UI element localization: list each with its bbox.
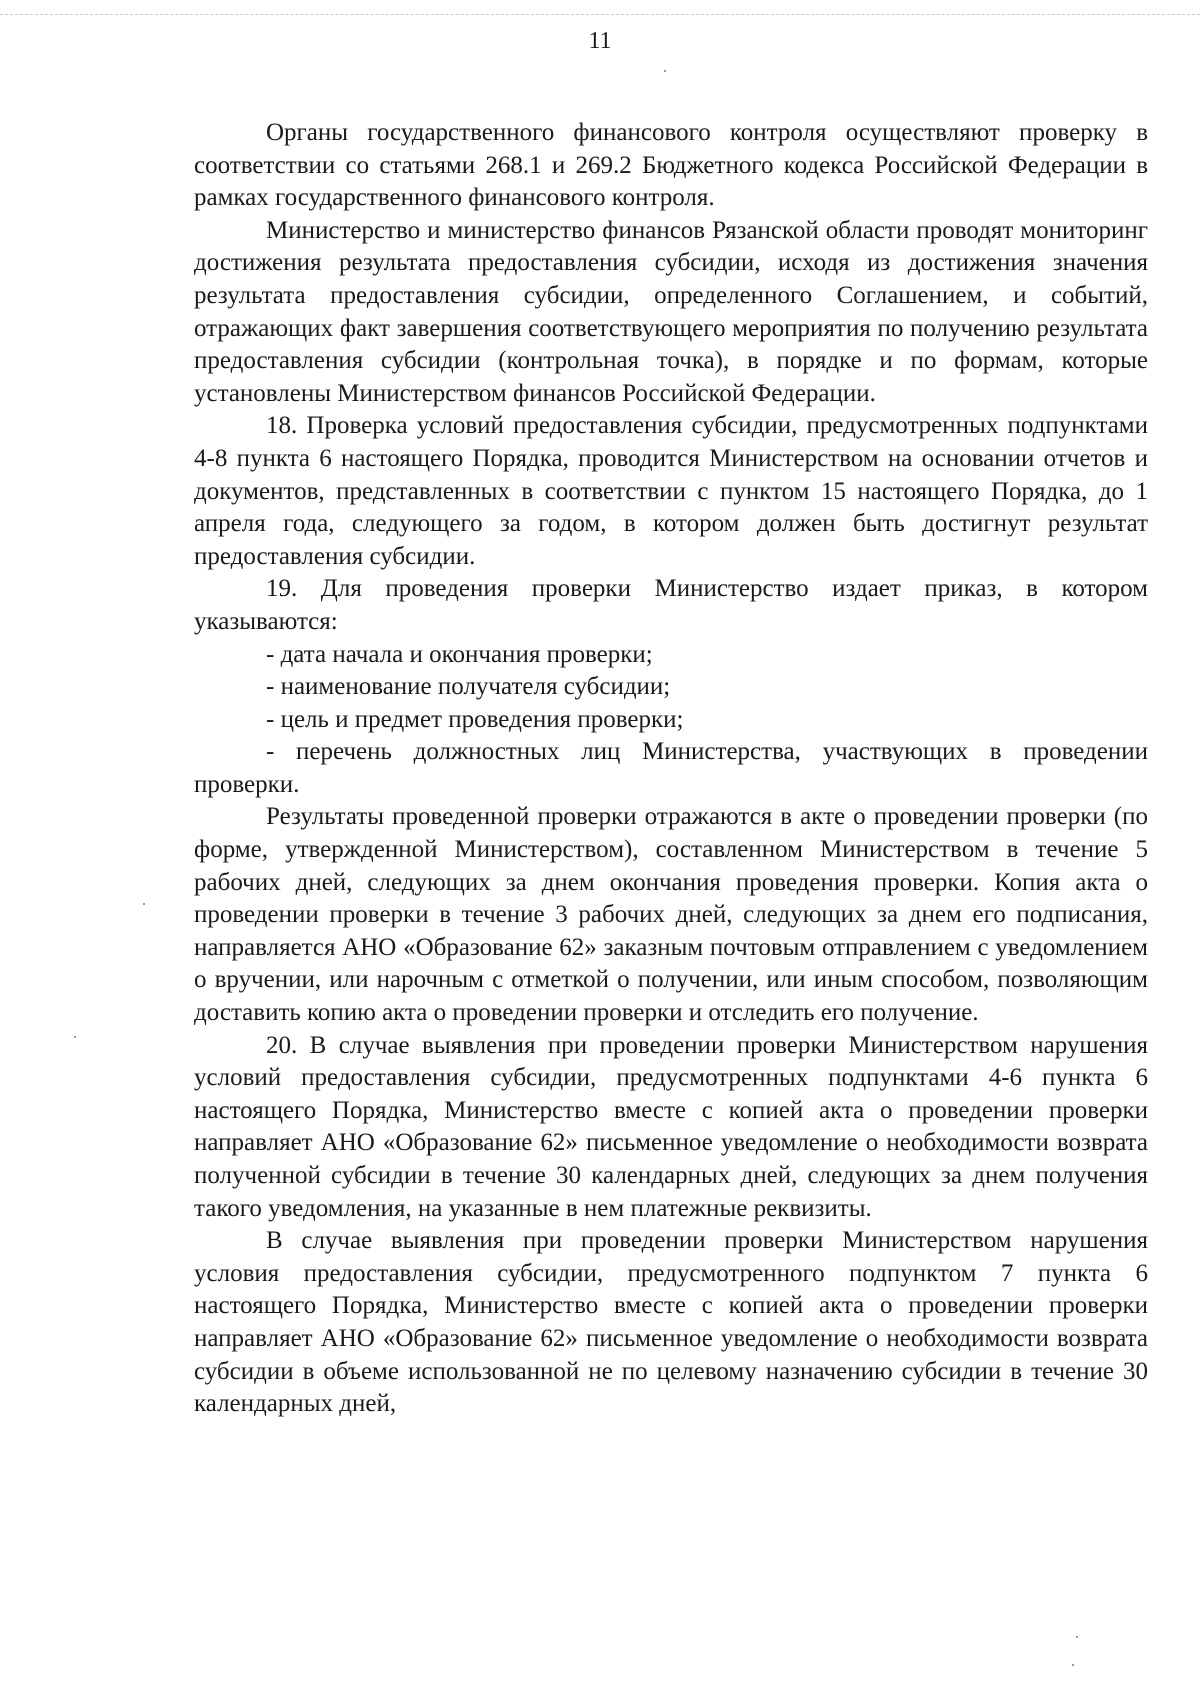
scan-edge-line <box>0 14 1200 15</box>
page-number: 11 <box>588 28 612 54</box>
document-body <box>194 117 1148 1421</box>
paragraph-financial-control: Органы государственного финансового контроля осуществляют проверку в соответствии со статьями 268.1 и 269.2 Бюджетного кодекса Российской Федерации в рамках государственного финансового контроля. <box>194 119 1148 212</box>
scan-speck <box>74 1036 76 1038</box>
list-item-dates: - дата начала и окончания проверки; <box>266 640 653 668</box>
paragraph-inspection-results: Результаты проведенной проверки отражаются в акте о проведении проверки (по форме, утвержденной Министерством), составленном Министерством в течение 5 рабочих дней, следующих за днем окончания проведения проверки. Копия акта о проведении проверки в течение 3 рабочих дней, следующих за днем его подписания, направляется АНО «Образование 62» заказным почтовым отправлением с уведомлением о вручении, или нарочным с отметкой о получении, или иным способом, позволяющим доставить копию акта о проведении проверки и отследить его получение. <box>194 803 1148 1027</box>
paragraph-item-18: 18. Проверка условий предоставления субсидии, предусмотренных подпунктами 4-8 пункта 6 настоящего Порядка, проводится Министерством на основании отчетов и документов, представленных в соответствии с пунктом 15 настоящего Порядка, до 1 апреля года, следующего за годом, в котором должен быть достигнут результат предоставления субсидии. <box>194 412 1148 570</box>
list-item-recipient: - наименование получателя субсидии; <box>266 673 671 701</box>
paragraph-misuse-case: В случае выявления при проведении проверки Министерством нарушения условия предоставления субсидии, предусмотренного подпунктом 7 пункта 6 настоящего Порядка, Министерство вместе с копией акта о проведении проверки направляет АНО «Образование 62» письменное уведомление о необходимости возврата субсидии в объеме использованной не по целевому назначению субсидии в течение 30 календарных дней, <box>194 1227 1148 1418</box>
scan-speck <box>664 70 666 72</box>
paragraph-monitoring: Министерство и министерство финансов Рязанской области проводят мониторинг достижения результата предоставления субсидии, исходя из достижения значения результата предоставления субсидии, определенного Соглашением, и событий, отражающих факт завершения соответствующего мероприятия по получению результата предоставления субсидии (контрольная точка), в порядке и по формам, которые установлены Министерством финансов Российской Федерации. <box>194 216 1148 407</box>
scan-speck <box>1076 1636 1078 1638</box>
list-item-officials: - перечень должностных лиц Министерства, участвующих в проведении проверки. <box>194 738 1148 798</box>
scan-speck <box>143 903 145 905</box>
paragraph-item-19: 19. Для проведения проверки Министерство издает приказ, в котором указываются: <box>194 575 1148 635</box>
list-item-purpose: - цель и предмет проведения проверки; <box>266 705 684 733</box>
scan-speck <box>1072 1664 1074 1666</box>
paragraph-item-20: 20. В случае выявления при проведении проверки Министерством нарушения условий предоставления субсидии, предусмотренных подпунктами 4-6 пункта 6 настоящего Порядка, Министерство вместе с копией акта о проведении проверки направляет АНО «Образование 62» письменное уведомление о необходимости возврата полученной субсидии в течение 30 календарных дней, следующих за днем получения такого уведомления, на указанные в нем платежные реквизиты. <box>194 1031 1148 1222</box>
